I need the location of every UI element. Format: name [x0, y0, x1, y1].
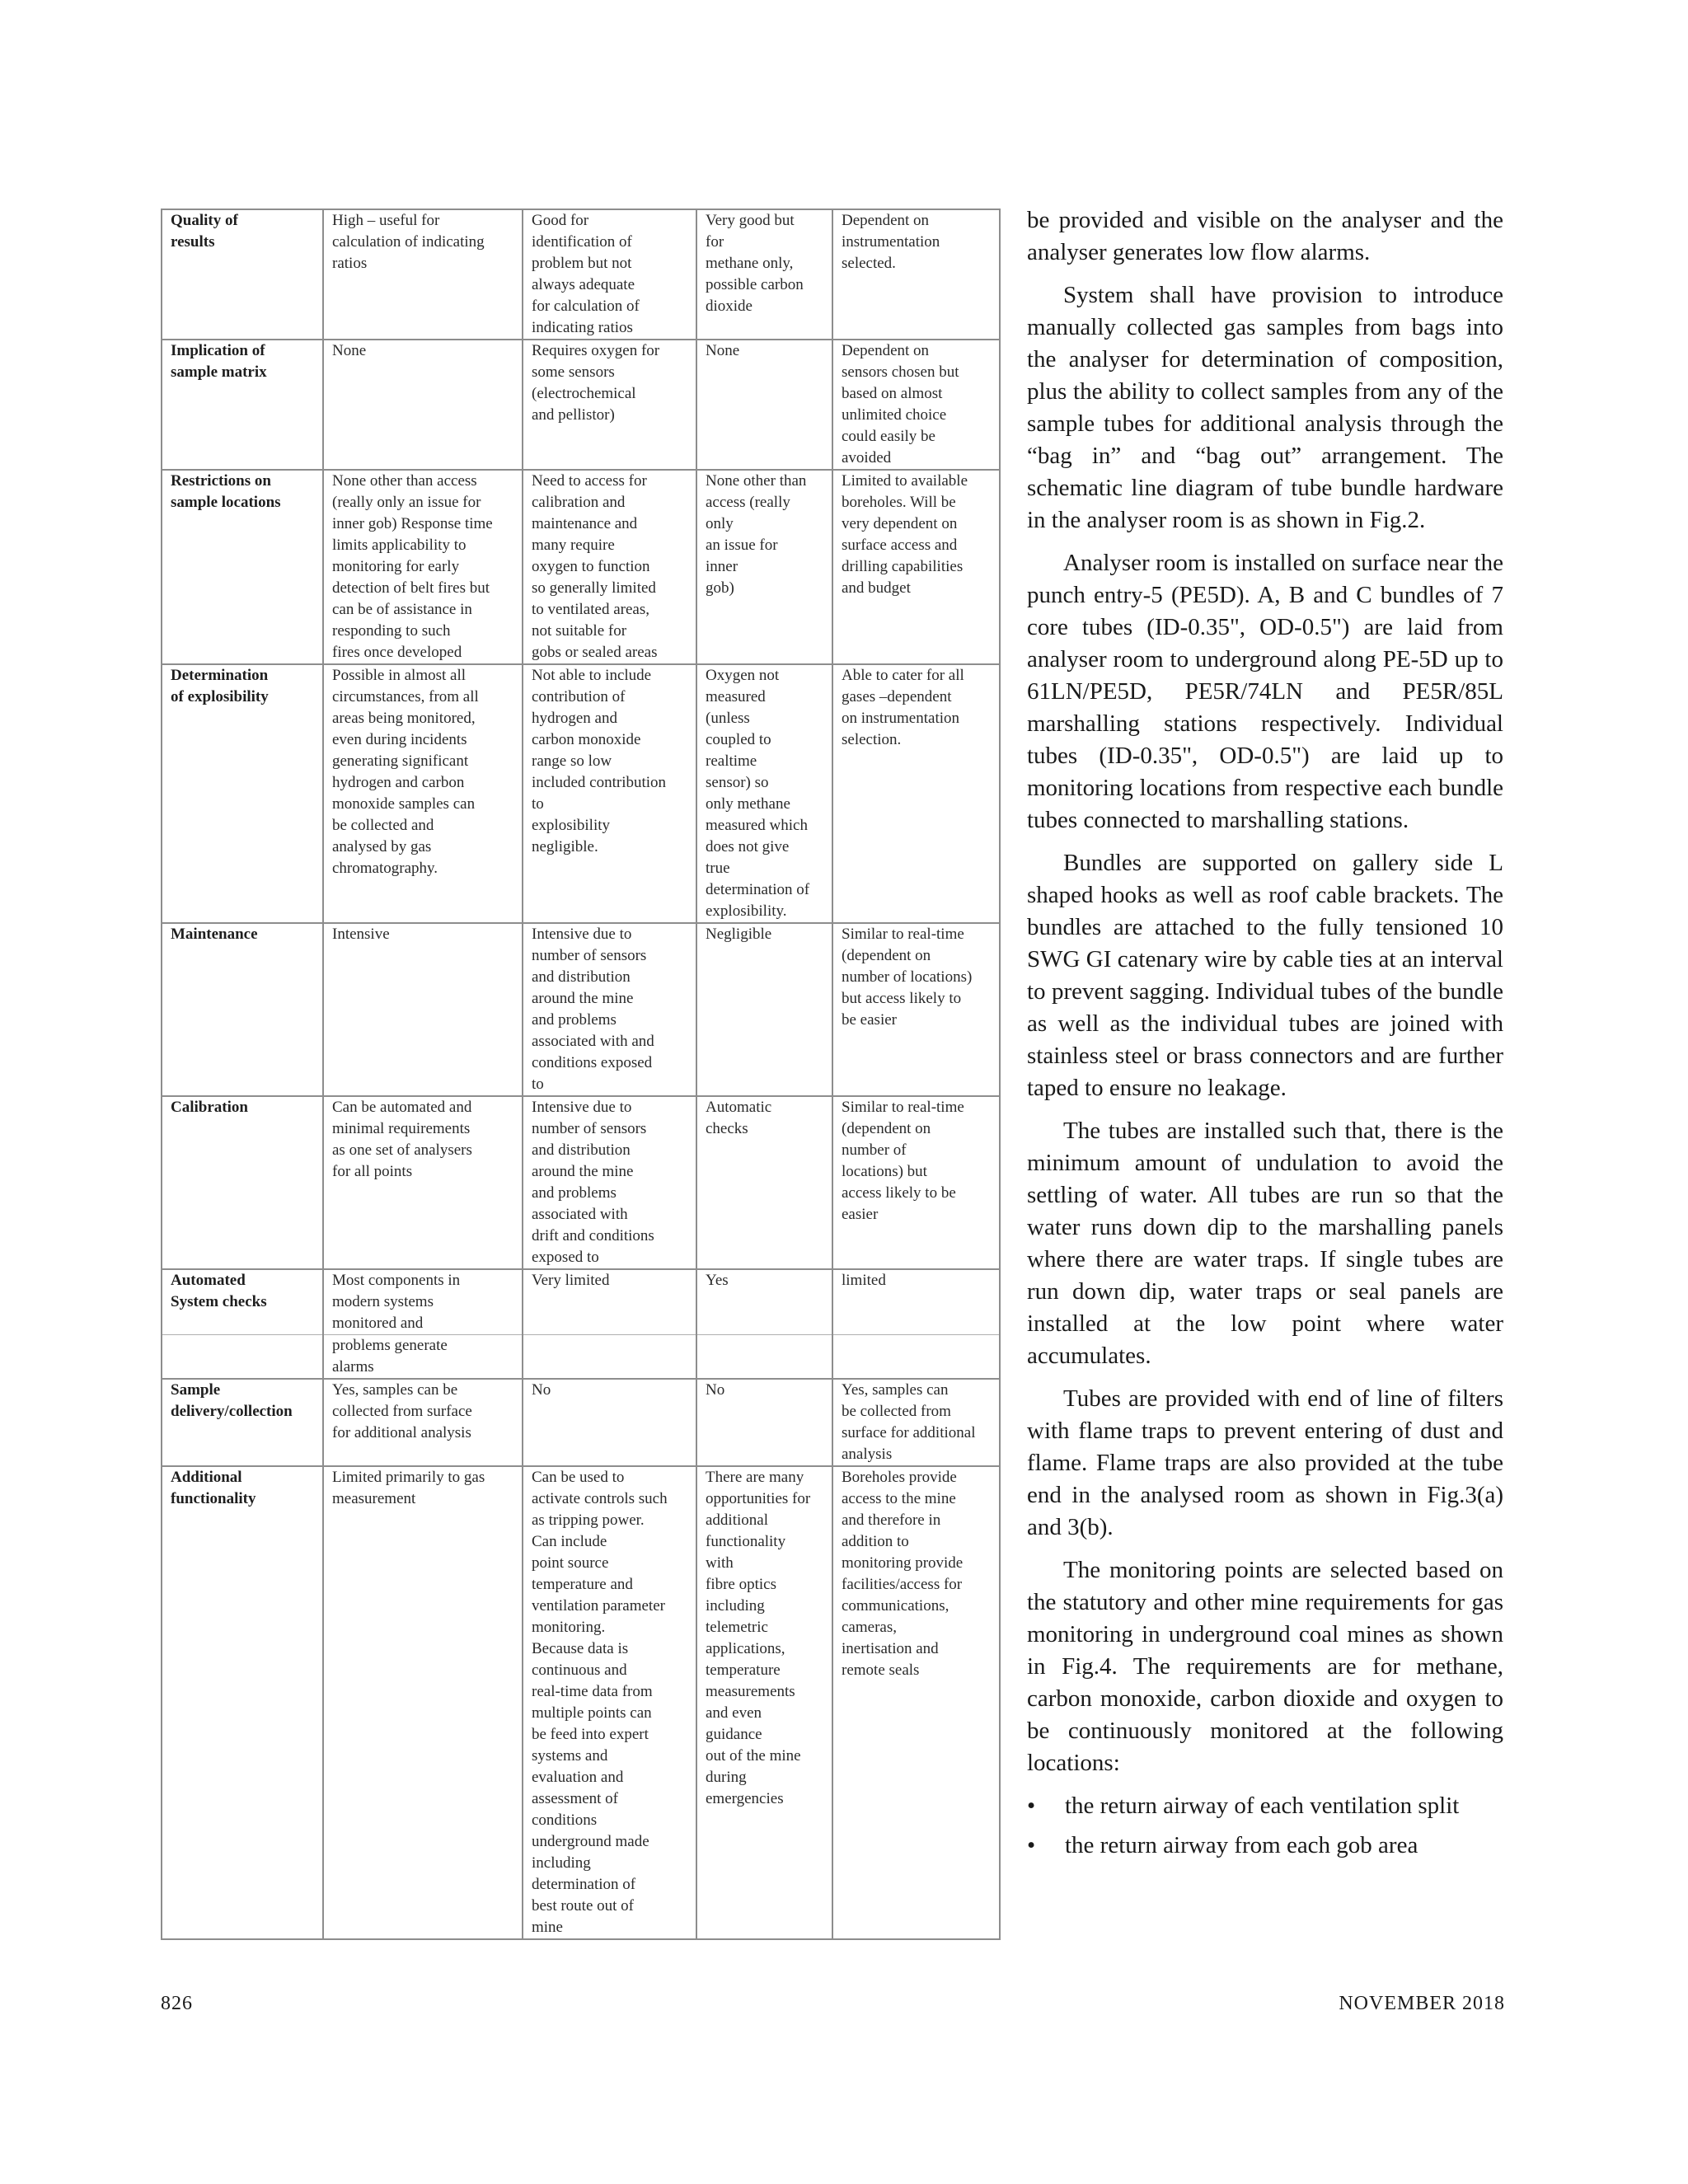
table-row: [162, 664, 1000, 923]
cell-line: an issue for: [706, 537, 778, 554]
method-d-cell: [832, 1269, 1000, 1335]
cell-line: minimal requirements: [332, 1120, 471, 1137]
cell-line: always adequate: [532, 276, 635, 293]
cell-line: coupled to: [706, 731, 771, 748]
cell-line: instrumentation: [842, 233, 940, 251]
method-c-cell: [696, 1269, 832, 1335]
cell-line: some sensors: [532, 363, 615, 381]
row-header-line: Restrictions on: [171, 472, 271, 490]
cell-line: (really only an issue for: [332, 494, 481, 511]
comparison-table: [161, 209, 1001, 1940]
cell-line: addition to: [842, 1533, 909, 1550]
cell-line: Intensive due to: [532, 1099, 632, 1116]
cell-line: telemetric: [706, 1619, 768, 1636]
cell-line: (unless: [706, 710, 750, 727]
method-d-cell: [832, 1096, 1000, 1269]
comparison-table-figure: [161, 209, 999, 1940]
cell-line: remote seals: [842, 1661, 920, 1679]
method-a-cell: [323, 1466, 523, 1939]
cell-line: (dependent on: [842, 947, 931, 964]
cell-line: monitoring provide: [842, 1554, 964, 1572]
cell-line: identification of: [532, 233, 632, 251]
row-header-line: System checks: [171, 1293, 267, 1310]
cell-line: possible carbon: [706, 276, 804, 293]
monitoring-locations-list: [1027, 1790, 1503, 1862]
cell-line: alarms: [332, 1358, 374, 1376]
cell-line: access likely to be: [842, 1184, 956, 1202]
cell-line: very dependent on: [842, 515, 958, 532]
cell-line: oxygen to function: [532, 558, 650, 575]
row-header-cell: [162, 1096, 323, 1269]
cell-line: monitoring for early: [332, 558, 460, 575]
cell-line: functionality: [706, 1533, 786, 1550]
cell-line: number of: [842, 1141, 907, 1159]
method-b-cell: [523, 664, 696, 923]
cell-line: for additional analysis: [332, 1424, 471, 1441]
cell-line: Limited primarily to gas: [332, 1469, 485, 1486]
cell-line: High – useful for: [332, 212, 440, 229]
cell-line: measurements: [706, 1683, 795, 1700]
cell-line: Requires oxygen for: [532, 342, 660, 359]
method-b-cell: [523, 1379, 696, 1466]
cell-line: and distribution: [532, 1141, 631, 1159]
cell-line: evaluation and: [532, 1769, 624, 1786]
cell-line: detection of belt fires but: [332, 579, 490, 597]
paragraph-monitoring-points: The monitoring points are selected based on the statutory and other mine requirements for gas monitoring in underground coal mines as shown in Fig.4. The requirements are for methane, carbon monoxide, carbon dioxide and oxygen to be continuously monitored at the following locations:: [1027, 1557, 1503, 1776]
cell-line: gob): [706, 579, 734, 597]
cell-line: chromatography.: [332, 860, 438, 877]
cell-line: Limited to available: [842, 472, 968, 490]
row-header-cell: [162, 664, 323, 923]
cell-line: maintenance and: [532, 515, 638, 532]
cell-line: out of the mine: [706, 1747, 801, 1765]
cell-line: hydrogen and carbon: [332, 774, 465, 791]
cell-line: analysis: [842, 1446, 893, 1463]
cell-line: explosibility.: [706, 902, 787, 920]
cell-line: as one set of analysers: [332, 1141, 472, 1159]
cell-line: limits applicability to: [332, 537, 467, 554]
cell-line: applications,: [706, 1640, 785, 1657]
page-number: 826: [161, 1993, 193, 2014]
cell-line: responding to such: [332, 622, 451, 640]
cell-line: measured: [706, 688, 766, 705]
cell-line: Possible in almost all: [332, 667, 467, 684]
body-text-column: [1027, 204, 1503, 1869]
cell-line: (electrochemical: [532, 385, 636, 402]
method-c-cell: [696, 664, 832, 923]
cell-line: does not give: [706, 838, 790, 855]
cell-line: best route out of: [532, 1897, 635, 1915]
cell-line: and distribution: [532, 968, 631, 986]
cell-line: Can include: [532, 1533, 607, 1550]
row-header-line: Calibration: [171, 1099, 248, 1116]
method-b-cell: [523, 1269, 696, 1335]
cell-line: unlimited choice: [842, 406, 947, 424]
cell-line: ratios: [332, 255, 368, 272]
list-item: [1027, 1790, 1503, 1822]
cell-line: Good for: [532, 212, 589, 229]
cell-line: be feed into expert: [532, 1726, 649, 1743]
method-a-cell: [323, 1335, 523, 1380]
cell-line: locations) but: [842, 1163, 927, 1180]
cell-line: and therefore in: [842, 1511, 941, 1529]
cell-line: additional: [706, 1511, 768, 1529]
paragraph-analyser-room: Analyser room is installed on surface near the punch entry-5 (PE5D). A, B and C bundles of 7 core tubes (ID-0.35", OD-0.5") are laid from analyser room to underground along PE-5D up to 61LN/PE5D, PE5R/74LN and PE5R/85L marshalling stations respectively. Individual tubes (ID-0.35", OD-0.5") are laid up to monitoring locations from respective each bundle tubes connected to marshalling stations.: [1027, 550, 1503, 833]
method-a-cell: [323, 340, 523, 470]
cell-line: There are many: [706, 1469, 804, 1486]
cell-line: sensors chosen but: [842, 363, 959, 381]
method-b-cell: [523, 923, 696, 1096]
row-header-cell: [162, 1335, 323, 1380]
row-header-cell: [162, 340, 323, 470]
row-header-line: Automated: [171, 1272, 246, 1289]
method-d-cell: [832, 209, 1000, 340]
bullet-icon: •: [1027, 1793, 1036, 1819]
method-b-cell: [523, 1096, 696, 1269]
cell-line: Similar to real-time: [842, 1099, 964, 1116]
method-b-cell: [523, 340, 696, 470]
cell-line: associated with and: [532, 1033, 654, 1050]
cell-line: checks: [706, 1120, 748, 1137]
cell-line: to ventilated areas,: [532, 601, 649, 618]
cell-line: Boreholes provide: [842, 1469, 957, 1486]
cell-line: can be of assistance in: [332, 601, 472, 618]
cell-line: Yes: [706, 1272, 729, 1289]
table-row: [162, 340, 1000, 470]
cell-line: measured which: [706, 817, 808, 834]
cell-line: opportunities for: [706, 1490, 811, 1507]
cell-line: None: [332, 342, 367, 359]
method-d-cell: [832, 664, 1000, 923]
cell-line: hydrogen and: [532, 710, 617, 727]
method-a-cell: [323, 1269, 523, 1335]
cell-line: and pellistor): [532, 406, 615, 424]
cell-line: None: [706, 342, 740, 359]
cell-line: Intensive: [332, 926, 390, 943]
paragraph-tube-installation: The tubes are installed such that, there is the minimum amount of undulation to avoid the settling of water. All tubes are run so that the water runs down dip to the marshalling panels where there are water traps. If single tubes are run down dip, water traps or seal panels are installed at the low point where water accumulates.: [1027, 1118, 1503, 1369]
list-item: [1027, 1830, 1503, 1862]
row-header-cell: [162, 1269, 323, 1335]
cell-line: limited: [842, 1272, 886, 1289]
cell-line: carbon monoxide: [532, 731, 641, 748]
cell-line: Similar to real-time: [842, 926, 964, 943]
row-header-cell: [162, 1379, 323, 1466]
cell-line: dioxide: [706, 298, 753, 315]
cell-line: cameras,: [842, 1619, 897, 1636]
cell-line: underground made: [532, 1833, 649, 1850]
row-header-cell: [162, 1466, 323, 1939]
cell-line: even during incidents: [332, 731, 467, 748]
cell-line: ventilation parameter: [532, 1597, 665, 1615]
cell-line: contribution of: [532, 688, 626, 705]
cell-line: during: [706, 1769, 747, 1786]
cell-line: emergencies: [706, 1790, 784, 1807]
cell-line: and problems: [532, 1011, 617, 1029]
cell-line: realtime: [706, 752, 757, 770]
cell-line: only: [706, 515, 734, 532]
cell-line: true: [706, 860, 730, 877]
cell-line: circumstances, from all: [332, 688, 479, 705]
method-c-cell: [696, 1096, 832, 1269]
cell-line: Negligible: [706, 926, 772, 943]
row-header-line: functionality: [171, 1490, 256, 1507]
row-header-cell: [162, 470, 323, 664]
cell-line: selected.: [842, 255, 896, 272]
cell-line: multiple points can: [532, 1704, 652, 1722]
cell-line: selection.: [842, 731, 902, 748]
cell-line: temperature: [706, 1661, 781, 1679]
cell-line: areas being monitored,: [332, 710, 476, 727]
cell-line: for all points: [332, 1163, 413, 1180]
cell-line: monoxide samples can: [332, 795, 476, 813]
method-a-cell: [323, 470, 523, 664]
cell-line: as tripping power.: [532, 1511, 645, 1529]
cell-line: avoided: [842, 449, 892, 466]
row-header-cell: [162, 923, 323, 1096]
method-d-cell: [832, 1379, 1000, 1466]
cell-line: surface access and: [842, 537, 958, 554]
cell-line: monitored and: [332, 1315, 424, 1332]
cell-line: exposed to: [532, 1249, 599, 1266]
method-a-cell: [323, 209, 523, 340]
cell-line: None other than: [706, 472, 807, 490]
cell-line: negligible.: [532, 838, 598, 855]
cell-line: calibration and: [532, 494, 626, 511]
cell-line: communications,: [842, 1597, 950, 1615]
table-row: [162, 1379, 1000, 1466]
cell-line: systems and: [532, 1747, 608, 1765]
cell-line: None other than access: [332, 472, 477, 490]
table-row: [162, 1335, 1000, 1380]
list-item-text: the return airway from each gob area: [1065, 1832, 1418, 1858]
cell-line: No: [706, 1381, 725, 1399]
cell-line: drilling capabilities: [842, 558, 964, 575]
cell-line: surface for additional: [842, 1424, 976, 1441]
cell-line: number of locations): [842, 968, 973, 986]
cell-line: based on almost: [842, 385, 943, 402]
cell-line: on instrumentation: [842, 710, 960, 727]
cell-line: Need to access for: [532, 472, 647, 490]
method-a-cell: [323, 1379, 523, 1466]
cell-line: measurement: [332, 1490, 416, 1507]
row-header-line: Determination: [171, 667, 269, 684]
cell-line: No: [532, 1381, 551, 1399]
list-item-text: the return airway of each ventilation split: [1065, 1793, 1460, 1819]
method-d-cell: [832, 470, 1000, 664]
cell-line: only methane: [706, 795, 790, 813]
row-header-cell: [162, 209, 323, 340]
cell-line: access to the mine: [842, 1490, 956, 1507]
cell-line: collected from surface: [332, 1403, 472, 1420]
row-header-line: delivery/collection: [171, 1403, 293, 1420]
cell-line: be easier: [842, 1011, 897, 1029]
cell-line: Intensive due to: [532, 926, 632, 943]
cell-line: for: [706, 233, 724, 251]
cell-line: generating significant: [332, 752, 469, 770]
cell-line: temperature and: [532, 1576, 633, 1593]
cell-line: point source: [532, 1554, 609, 1572]
row-header-line: of explosibility: [171, 688, 269, 705]
cell-line: for calculation of: [532, 298, 640, 315]
cell-line: gobs or sealed areas: [532, 644, 658, 661]
cell-line: but access likely to: [842, 990, 962, 1007]
cell-line: sensor) so: [706, 774, 769, 791]
cell-line: and problems: [532, 1184, 617, 1202]
cell-line: be collected and: [332, 817, 434, 834]
cell-line: Very limited: [532, 1272, 610, 1289]
cell-line: drift and conditions: [532, 1227, 654, 1244]
cell-line: explosibility: [532, 817, 610, 834]
cell-line: Able to cater for all: [842, 667, 964, 684]
method-a-cell: [323, 1096, 523, 1269]
cell-line: inner gob) Response time: [332, 515, 493, 532]
table-row: [162, 1269, 1000, 1335]
method-d-cell: [832, 1335, 1000, 1380]
cell-line: around the mine: [532, 1163, 634, 1180]
cell-line: fires once developed: [332, 644, 462, 661]
method-c-cell: [696, 923, 832, 1096]
method-c-cell: [696, 470, 832, 664]
table-row: [162, 923, 1000, 1096]
cell-line: Not able to include: [532, 667, 652, 684]
cell-line: problem but not: [532, 255, 632, 272]
cell-line: activate controls such: [532, 1490, 668, 1507]
cell-line: indicating ratios: [532, 319, 633, 336]
bullet-icon: •: [1027, 1832, 1036, 1858]
cell-line: Can be used to: [532, 1469, 625, 1486]
table-row: [162, 209, 1000, 340]
method-d-cell: [832, 1466, 1000, 1939]
method-c-cell: [696, 1466, 832, 1939]
cell-line: could easily be: [842, 428, 935, 445]
cell-line: so generally limited: [532, 579, 656, 597]
issue-date: NOVEMBER 2018: [1339, 1993, 1505, 2014]
cell-line: Because data is: [532, 1640, 629, 1657]
cell-line: number of sensors: [532, 947, 647, 964]
cell-line: Yes, samples can: [842, 1381, 949, 1399]
cell-line: determination of: [532, 1876, 636, 1893]
method-c-cell: [696, 1379, 832, 1466]
cell-line: access (really: [706, 494, 790, 511]
cell-line: gases –dependent: [842, 688, 952, 705]
cell-line: conditions: [532, 1811, 598, 1829]
cell-line: Automatic: [706, 1099, 772, 1116]
cell-line: mine: [532, 1919, 563, 1936]
cell-line: number of sensors: [532, 1120, 647, 1137]
row-header-line: sample locations: [171, 494, 281, 511]
paragraph-flame-traps: Tubes are provided with end of line of filters with flame traps to prevent entering of dust and flame. Flame traps are also provided at the tube end in the analysed room as shown in Fig.3(a) and 3(b).: [1027, 1385, 1503, 1540]
method-c-cell: [696, 1335, 832, 1380]
cell-line: included contribution: [532, 774, 667, 791]
row-header-line: results: [171, 233, 215, 251]
method-b-cell: [523, 209, 696, 340]
cell-line: guidance: [706, 1726, 762, 1743]
cell-line: associated with: [532, 1206, 628, 1223]
cell-line: be collected from: [842, 1403, 951, 1420]
method-a-cell: [323, 664, 523, 923]
cell-line: analysed by gas: [332, 838, 432, 855]
cell-line: methane only,: [706, 255, 794, 272]
cell-line: modern systems: [332, 1293, 434, 1310]
cell-line: (dependent on: [842, 1120, 931, 1137]
cell-line: with: [706, 1554, 734, 1572]
paragraph-bundle-support: Bundles are supported on gallery side L shaped hooks as well as roof cable brackets. The bundles are attached to the fully tensioned 10 SWG GI catenary wire by cable ties at an interval to prevent sagging. Individual tubes of the bundle as well as the individual tubes are joined with stainless steel or brass connectors and are further taped to ensure no leakage.: [1027, 850, 1503, 1101]
cell-line: Dependent on: [842, 212, 930, 229]
cell-line: continuous and: [532, 1661, 627, 1679]
row-header-line: Maintenance: [171, 926, 258, 943]
cell-line: monitoring.: [532, 1619, 606, 1636]
table-row: [162, 1466, 1000, 1939]
cell-line: and even: [706, 1704, 762, 1722]
cell-line: including: [706, 1597, 765, 1615]
cell-line: real-time data from: [532, 1683, 653, 1700]
cell-line: Oxygen not: [706, 667, 780, 684]
cell-line: calculation of indicating: [332, 233, 485, 251]
method-b-cell: [523, 1466, 696, 1939]
method-c-cell: [696, 209, 832, 340]
cell-line: Very good but: [706, 212, 795, 229]
cell-line: many require: [532, 537, 615, 554]
cell-line: range so low: [532, 752, 612, 770]
cell-line: Most components in: [332, 1272, 461, 1289]
cell-line: Can be automated and: [332, 1099, 472, 1116]
cell-line: to: [532, 1076, 544, 1093]
cell-line: boreholes. Will be: [842, 494, 956, 511]
cell-line: conditions exposed: [532, 1054, 653, 1071]
cell-line: fibre optics: [706, 1576, 777, 1593]
method-b-cell: [523, 1335, 696, 1380]
cell-line: determination of: [706, 881, 810, 898]
method-d-cell: [832, 923, 1000, 1096]
cell-line: Yes, samples can be: [332, 1381, 458, 1399]
table-row: [162, 1096, 1000, 1269]
paragraph-bag-in-out: System shall have provision to introduce manually collected gas samples from bags into the analyser for determination of composition, plus the ability to collect samples from any of the sample tubes for additional analysis through the “bag in” and “bag out” arrangement. The schematic line diagram of tube bundle hardware in the analyser room is as shown in Fig.2.: [1027, 282, 1503, 533]
row-header-line: Quality of: [171, 212, 238, 229]
row-header-line: Additional: [171, 1469, 242, 1486]
cell-line: inertisation and: [842, 1640, 939, 1657]
row-header-line: sample matrix: [171, 363, 267, 381]
paragraph-continuation: be provided and visible on the analyser and the analyser generates low flow alarms.: [1027, 207, 1503, 265]
cell-line: not suitable for: [532, 622, 627, 640]
table-row: [162, 470, 1000, 664]
cell-line: Dependent on: [842, 342, 930, 359]
cell-line: and budget: [842, 579, 911, 597]
row-header-line: Implication of: [171, 342, 265, 359]
cell-line: to: [532, 795, 544, 813]
cell-line: easier: [842, 1206, 879, 1223]
cell-line: problems generate: [332, 1337, 448, 1354]
cell-line: including: [532, 1854, 591, 1872]
method-a-cell: [323, 923, 523, 1096]
cell-line: facilities/access for: [842, 1576, 963, 1593]
cell-line: inner: [706, 558, 738, 575]
method-b-cell: [523, 470, 696, 664]
row-header-line: Sample: [171, 1381, 221, 1399]
cell-line: assessment of: [532, 1790, 619, 1807]
method-d-cell: [832, 340, 1000, 470]
method-c-cell: [696, 340, 832, 470]
cell-line: around the mine: [532, 990, 634, 1007]
